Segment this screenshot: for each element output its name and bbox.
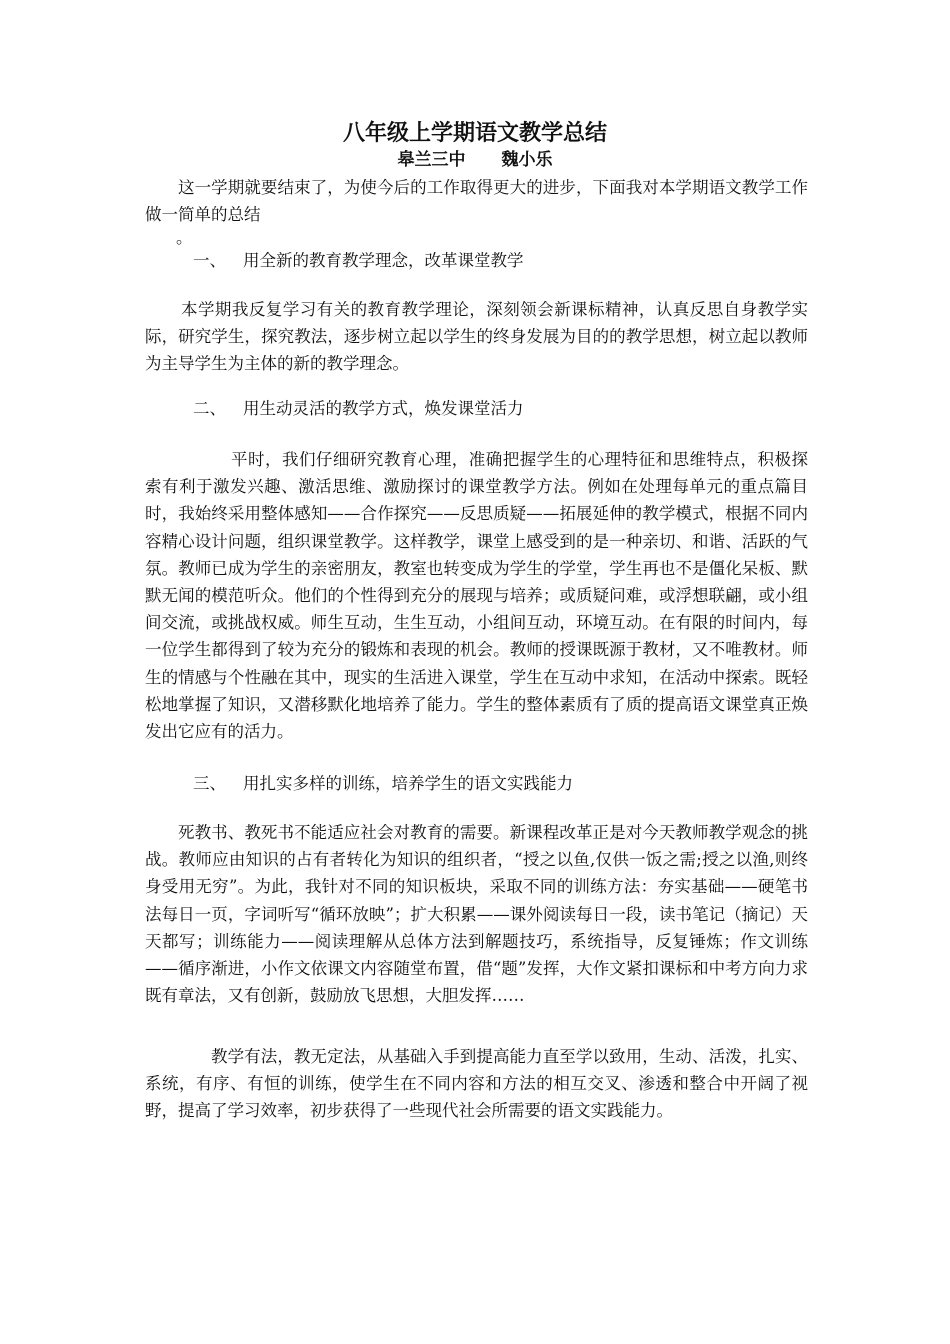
section-2-number: 二、 [193, 399, 226, 418]
section-2-title: 用生动灵活的教学方式，焕发课堂活力 [243, 399, 524, 418]
section-3-number: 三、 [193, 774, 226, 793]
intro-paragraph: 这一学期就要结束了，为使今后的工作取得更大的进步，下面我对本学期语文教学工作做一简单的总结 [145, 178, 808, 225]
section-1-title: 用全新的教育教学理念，改革课堂教学 [243, 251, 524, 270]
author-line [145, 148, 805, 172]
section-1-heading [145, 247, 808, 274]
intro-period: 。 [176, 228, 193, 247]
author-name: 魏小乐 [501, 150, 553, 170]
section-3-paragraph-1: 死教书、教死书不能适应社会对教育的需要。新课程改革正是对今天教师教学观念的挑战。教师应由知识的占有者转化为知识的组织者，“授之以鱼,仅供一饭之需;授之以渔,则终身受用无穷”。为此，我针对不同的知识板块，采取不同的训练方法：夯实基础——硬笔书法每日一页，字词听写“循环放映”；扩大积累——课外阅读每日一段，读书笔记（摘记）天天都写；训练能力——阅读理解从总体方法到解题技巧，系统指导，反复锤炼；作文训练——循序渐进，小作文依课文内容随堂布置，借“题”发挥，大作文紧扣课标和中考方向力求既有章法，又有创新，鼓励放飞思想，大胆发挥…… [145, 823, 808, 1006]
section-3-heading [145, 770, 808, 797]
section-3-paragraph-2: 教学有法，教无定法，从基础入手到提高能力直至学以致用，生动、活泼，扎实、系统，有序、有恒的训练，使学生在不同内容和方法的相互交叉、渗透和整合中开阔了视野，提高了学习效率，初步获得了一些现代社会所需要的语文实践能力。 [145, 1047, 808, 1121]
section-3-title: 用扎实多样的训练，培养学生的语文实践能力 [243, 774, 573, 793]
section-2-heading [145, 395, 808, 422]
section-1-paragraph: 本学期我反复学习有关的教育教学理论，深刻领会新课标精神，认真反思自身教学实际，研究学生，探究教法，逐步树立起以学生的终身发展为目的的教学思想，树立起以教师为主导学生为主体的新的教学理念。 [145, 300, 808, 374]
school-name: 皋兰三中 [397, 150, 466, 170]
document-title: 八年级上学期语文教学总结 [342, 120, 607, 146]
section-1-number: 一、 [193, 251, 226, 270]
section-2-paragraph: 平时，我们仔细研究教育心理，准确把握学生的心理特征和思维特点，积极探索有利于激发兴趣、激活思维、激励探讨的课堂教学方法。例如在处理每单元的重点篇目时，我始终采用整体感知——合作探究——反思质疑——拓展延伸的教学模式，根据不同内容精心设计问题，组织课堂教学。这样教学，课堂上感受到的是一种亲切、和谐、活跃的气氛。教师已成为学生的亲密朋友，教室也转变成为学生的学堂，学生再也不是僵化呆板、默默无闻的模范听众。他们的个性得到充分的展现与培养；或质疑问难，或浮想联翩，或小组间交流，或挑战权威。师生互动，生生互动，小组间互动，环境互动。在有限的时间内，每一位学生都得到了较为充分的锻炼和表现的机会。教师的授课既源于教材，又不唯教材。师生的情感与个性融在其中，现实的生活进入课堂，学生在互动中求知，在活动中探索。既轻松地掌握了知识，又潜移默化地培养了能力。学生的整体素质有了质的提高语文课堂真正焕发出它应有的活力。 [145, 450, 808, 742]
